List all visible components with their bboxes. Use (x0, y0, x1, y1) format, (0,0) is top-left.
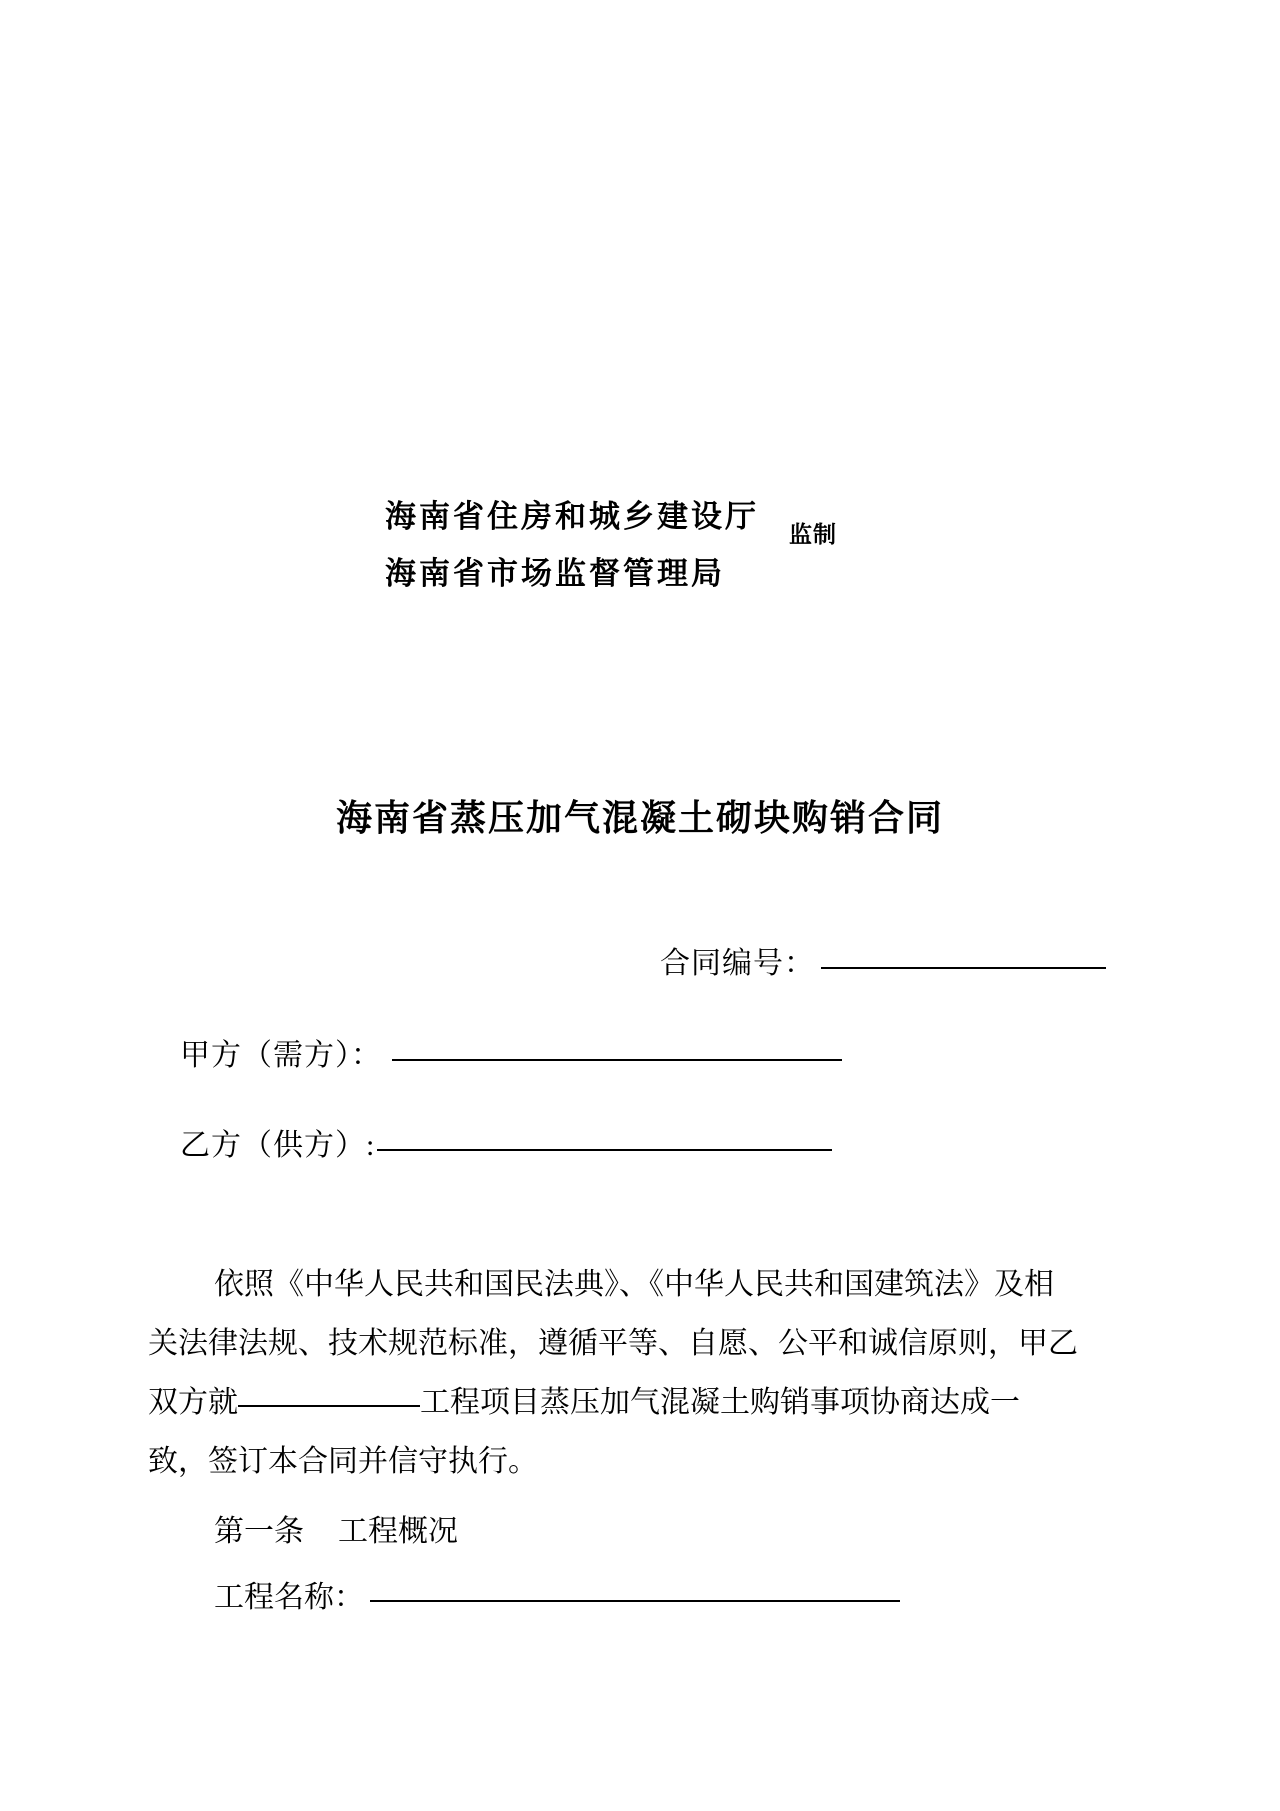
clause-1-number: 第一条 (214, 1515, 304, 1548)
preamble-line-3-prefix: 双方就 (148, 1386, 238, 1419)
authority-line-market-supervision: 海南省市场监督管理局 (385, 555, 725, 592)
clause-section (148, 1499, 1138, 1631)
project-name-label: 工程名称： (214, 1581, 364, 1614)
authority-row-first (0, 498, 1280, 548)
project-blank-fill-line[interactable] (238, 1404, 420, 1407)
contract-number-label: 合同编号： (660, 947, 815, 980)
clause-1-heading (148, 1499, 1138, 1565)
page-title: 海南省蒸压加气混凝土砌块购销合同 (335, 798, 944, 839)
party-a-fill-line[interactable] (392, 1058, 842, 1061)
contract-number-fill-line[interactable] (821, 966, 1106, 969)
preamble-line-4: 致，签订本合同并信守执行。 (148, 1445, 538, 1478)
preamble-line-3-suffix: 工程项目蒸压加气混凝土购销事项协商达成一 (420, 1386, 1020, 1419)
contract-number-row (660, 938, 1106, 982)
party-a-row (180, 1030, 842, 1074)
authority-line-housing-construction: 海南省住房和城乡建设厅 (385, 499, 759, 535)
preamble-line-3 (148, 1373, 1138, 1432)
project-name-fill-line[interactable] (370, 1599, 900, 1602)
preamble-paragraph (148, 1255, 1138, 1491)
supervise-label: 监制 (789, 521, 837, 548)
party-b-row (180, 1120, 832, 1164)
party-b-label: 乙方（供方）: (180, 1129, 376, 1162)
preamble-line-2: 关法律法规、技术规范标准，遵循平等、自愿、公平和诚信原则，甲乙 (148, 1327, 1078, 1360)
clause-1-title: 工程概况 (338, 1515, 458, 1548)
party-b-fill-line[interactable] (377, 1148, 832, 1151)
project-name-row (148, 1565, 1138, 1631)
party-a-label: 甲方（需方）： (180, 1039, 382, 1072)
issuing-authority-block (0, 498, 1280, 594)
authority-row-second (0, 555, 1280, 594)
preamble-line-1: 依照《中华人民共和国民法典》、《中华人民共和国建筑法》及相 (214, 1268, 1054, 1301)
